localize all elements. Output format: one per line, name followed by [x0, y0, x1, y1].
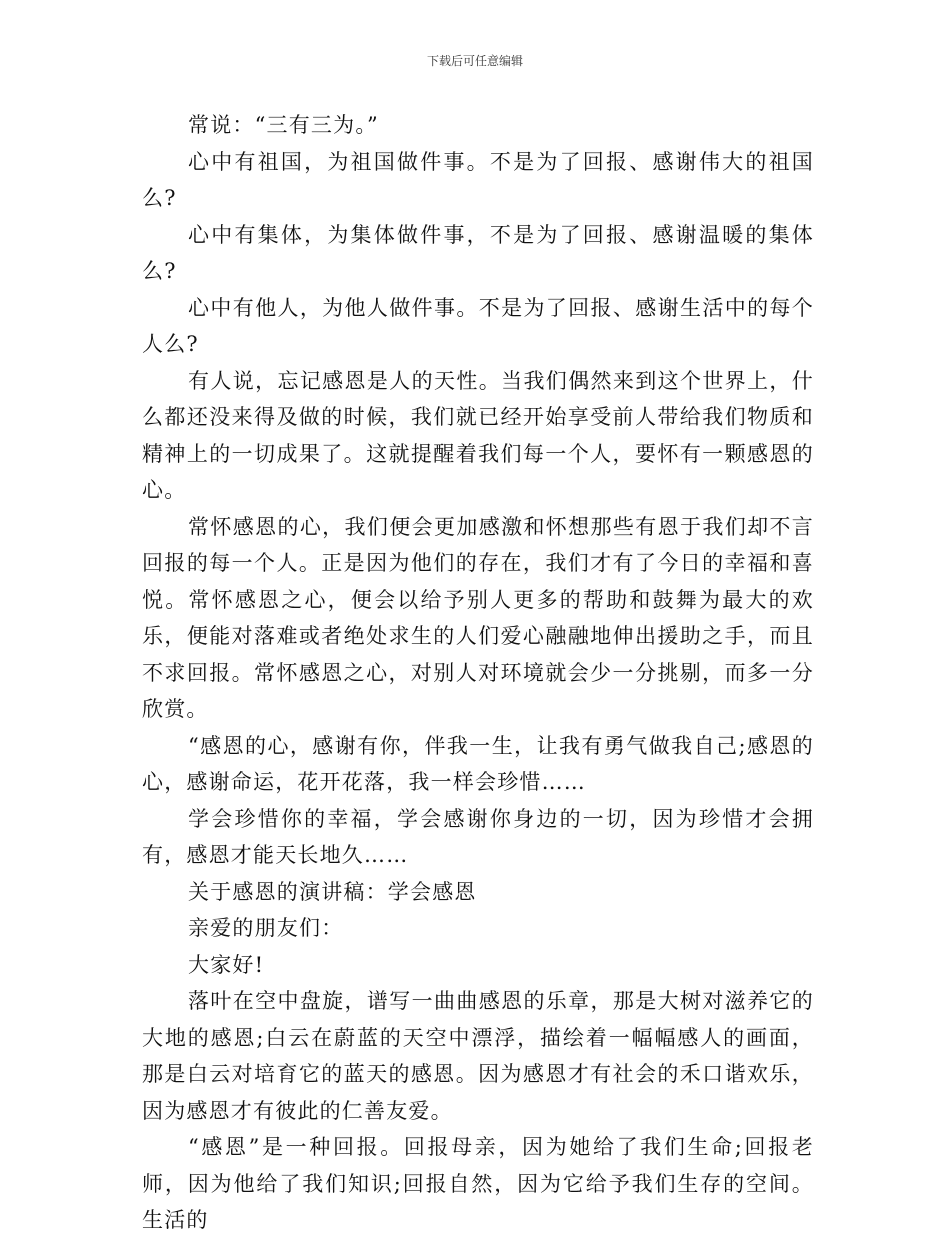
document-body — [142, 107, 814, 1239]
page-header: 下载后可任意编辑 — [426, 54, 523, 68]
paragraph-motherland: 心中有祖国，为祖国做件事。不是为了回报、感谢伟大的祖国么? — [142, 149, 814, 210]
paragraph-forgetting-gratitude: 有人说，忘记感恩是人的天性。当我们偶然来到这个世界上，什么都还没来得及做的时候，我们就已经开始享受前人带给我们物质和精神上的一切成果了。这就提醒着我们每一个人，要怀有一颗感恩的心。 — [142, 368, 814, 502]
paragraph-song-lyrics: “感恩的心，感谢有你，伴我一生，让我有勇气做我自己;感恩的心，感谢命运，花开花落，我一样会珍惜…… — [142, 733, 814, 794]
paragraph-gratitude-repay: “感恩”是一种回报。回报母亲，因为她给了我们生命;回报老师，因为他给了我们知识;回报自然，因为它给予我们生存的空间。生活的 — [142, 1135, 814, 1232]
speech-salutation: 亲爱的朋友们： — [188, 916, 344, 940]
paragraph-grateful-heart: 常怀感恩的心，我们便会更加感激和怀想那些有恩于我们却不言回报的每一个人。正是因为他们的存在，我们才有了今日的幸福和喜悦。常怀感恩之心，便会以给予别人更多的帮助和鼓舞为最大的欢乐，便能对落难或者绝处求生的人们爱心融融地伸出援助之手，而且不求回报。常怀感恩之心，对别人对环境就会少一分挑剔，而多一分欣赏。 — [142, 514, 814, 721]
paragraph-collective: 心中有集体，为集体做件事，不是为了回报、感谢温暖的集体么? — [142, 222, 814, 283]
speech-greeting: 大家好! — [188, 952, 265, 977]
paragraph-others: 心中有他人，为他人做件事。不是为了回报、感谢生活中的每个人么? — [142, 295, 814, 356]
speech-title: 关于感恩的演讲稿：学会感恩 — [188, 879, 477, 904]
paragraph-cherish: 学会珍惜你的幸福，学会感谢你身边的一切，因为珍惜才会拥有，感恩才能天长地久…… — [142, 806, 814, 867]
paragraph-leaves-clouds: 落叶在空中盘旋，谱写一曲曲感恩的乐章，那是大树对滋养它的大地的感恩;白云在蔚蓝的天空中漂浮，描绘着一幅幅感人的画面，那是白云对培育它的蓝天的感恩。因为感恩才有社会的禾口谐欢乐，因为感恩才有彼此的仁善友爱。 — [142, 989, 814, 1123]
paragraph-quote-intro: 常说：“三有三为。” — [188, 113, 379, 137]
